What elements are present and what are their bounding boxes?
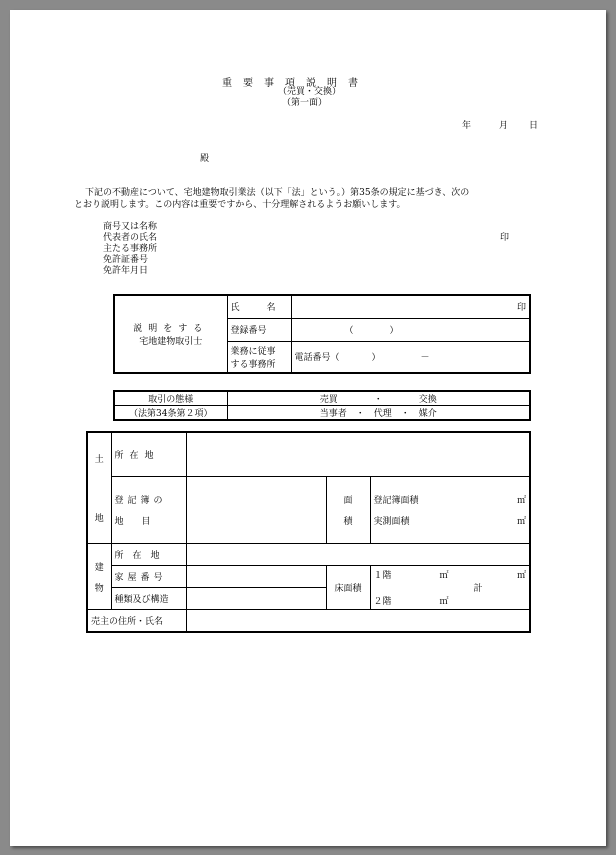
seller-address-name-label: 売主の住所・氏名 bbox=[87, 610, 186, 632]
date-day: 日 bbox=[529, 121, 539, 131]
transaction-type-row2[interactable]: 当事者 ・ 代理 ・ 媒介 bbox=[227, 406, 530, 421]
license-date-label: 免許年月日 bbox=[103, 266, 149, 276]
document-title: 重要事項説明書 bbox=[222, 78, 369, 89]
agent-seal: 印 bbox=[516, 303, 526, 314]
transaction-law-ref: （法第34条第２項） bbox=[114, 406, 227, 421]
land-section-label: 土 地 bbox=[87, 432, 111, 544]
intro-line-1: 下記の不動産について、宅地建物取引業法（以下「法」という。）第35条の規定に基づき、次の bbox=[85, 188, 470, 198]
company-name-label: 商号又は名称 bbox=[103, 222, 158, 232]
floor-area-label: 床面積 bbox=[326, 566, 370, 610]
registry-land-category-label: 登記簿の 地 目 bbox=[111, 476, 186, 543]
document-subtitle: （売買・交換） bbox=[278, 87, 342, 97]
type-structure-field[interactable] bbox=[186, 588, 326, 610]
date-year: 年 bbox=[462, 121, 472, 131]
transaction-type-table bbox=[113, 390, 531, 421]
building-location-field[interactable] bbox=[186, 544, 530, 566]
agent-office-label: 業務に従事 する事務所 bbox=[227, 341, 291, 373]
license-number-label: 免許証番号 bbox=[103, 255, 149, 265]
type-structure-label: 種類及び構造 bbox=[111, 588, 186, 610]
property-table bbox=[86, 431, 531, 633]
main-office-label: 主たる事務所 bbox=[103, 244, 158, 254]
house-number-field[interactable] bbox=[186, 566, 326, 588]
date-month: 月 bbox=[499, 121, 509, 131]
agent-table bbox=[113, 294, 531, 374]
agent-section-label: 説明をする 宅地建物取引士 bbox=[114, 295, 227, 373]
document-page bbox=[10, 10, 606, 846]
representative-label: 代表者の氏名 bbox=[103, 233, 158, 243]
registration-number-label: 登録番号 bbox=[227, 318, 291, 341]
land-area-field[interactable]: 登記簿面積 ㎡ 実測面積 ㎡ bbox=[370, 476, 530, 543]
phone-number-field[interactable]: 電話番号（ ） － bbox=[291, 341, 530, 373]
agent-name-label: 氏 名 bbox=[227, 295, 291, 318]
page-indicator: （第一面） bbox=[282, 98, 328, 108]
registration-number-field[interactable]: （ ） bbox=[291, 318, 530, 341]
land-area-label: 面 積 bbox=[326, 476, 370, 543]
land-location-label: 所在地 bbox=[111, 432, 186, 476]
transaction-type-row1[interactable]: 売買 ・ 交換 bbox=[227, 391, 530, 406]
floor-area-field[interactable]: １階 ㎡ ㎡ 計 ２階 ㎡ bbox=[370, 566, 530, 610]
house-number-label: 家屋番号 bbox=[111, 566, 186, 588]
agent-name-field[interactable] bbox=[291, 295, 530, 318]
company-seal: 印 bbox=[500, 233, 510, 243]
intro-line-2: とおり説明します。この内容は重要ですから、十分理解されるようお願いします。 bbox=[74, 200, 406, 210]
transaction-type-label: 取引の態様 bbox=[114, 391, 227, 406]
land-location-field[interactable] bbox=[186, 432, 530, 476]
building-section-label: 建 物 bbox=[87, 544, 111, 610]
land-category-field[interactable] bbox=[186, 476, 326, 543]
seller-address-name-field[interactable] bbox=[186, 610, 530, 632]
building-location-label: 所 在 地 bbox=[111, 544, 186, 566]
addressee-suffix: 殿 bbox=[200, 154, 210, 164]
